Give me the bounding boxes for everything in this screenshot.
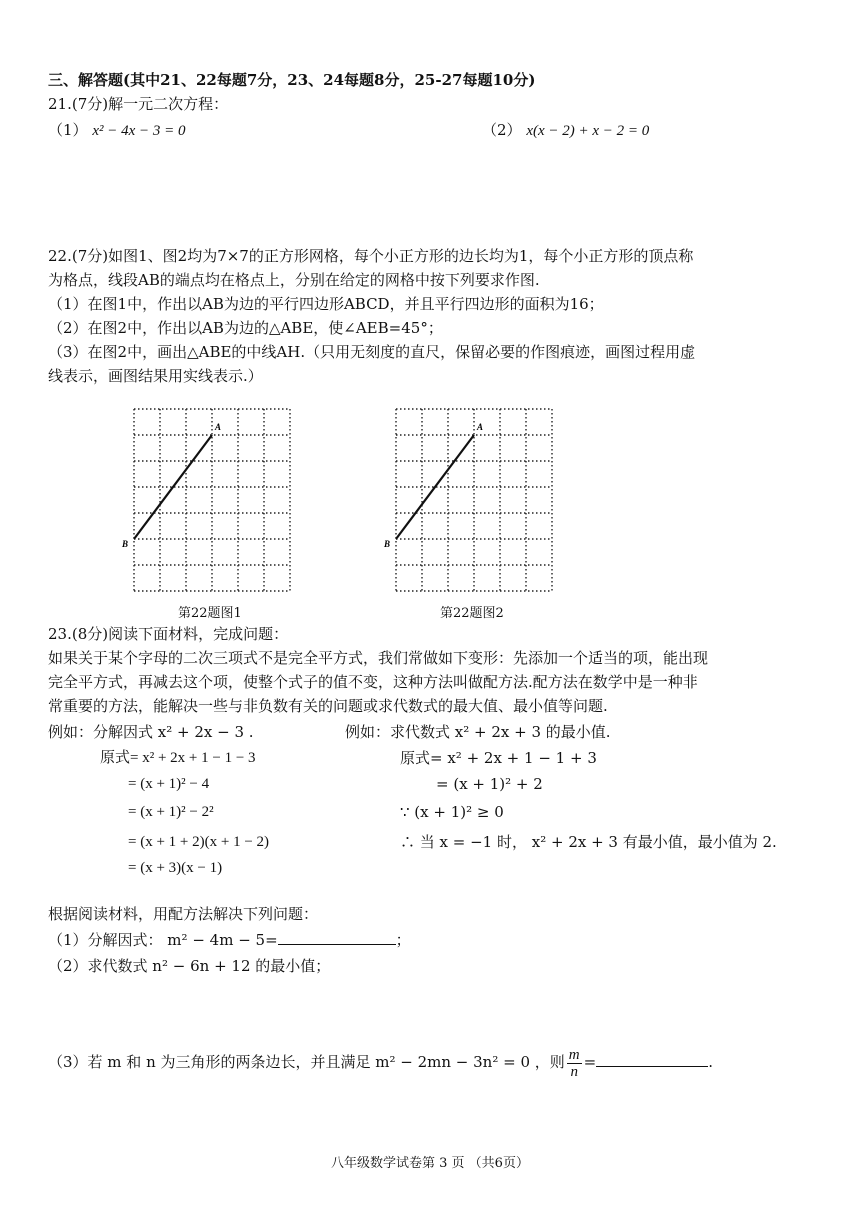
point-a-label: A (215, 422, 222, 432)
q21-part2-label: （2） (482, 121, 522, 139)
segment-ab (396, 435, 474, 539)
q23-paragraph-3: 常重要的方法，能解决一些与非负数有关的问题或求代数式的最大值、最小值等问题. (48, 697, 608, 715)
example-1-step-5: = (x + 3)(x − 1) (128, 860, 223, 876)
q23-heading: 23.(8分)阅读下面材料，完成问题： (48, 625, 289, 643)
example-2-step-2: = (x + 1)² + 2 (436, 775, 543, 793)
example-1-step-4: = (x + 1 + 2)(x + 1 − 2) (128, 834, 270, 850)
q23-paragraph-2: 完全平方式，再减去这个项，使整个式子的值不变，这种方法叫做配方法.配方法在数学中是一种非 (48, 673, 698, 691)
q21-part1-label: （1） (48, 121, 88, 139)
q22-line-4: （2）在图2中，作出以AB为边的△ABE，使∠AEB=45°； (48, 319, 443, 337)
example-1-step-1: 原式= x² + 2x + 1 − 1 − 3 (100, 750, 256, 766)
page-footer: 八年级数学试卷第 3 页 （共6页） (331, 1156, 529, 1171)
example-1-title: 例如：分解因式 x² + 2x − 3 . (48, 723, 254, 741)
q22-line-2: 为格点，线段AB的端点均在格点上，分别在给定的网格中按下列要求作图. (48, 271, 540, 289)
section-title: 三、解答题(其中21、22每题7分，23、24每题8分，25-27每题10分) (48, 71, 536, 89)
q22-line-6: 线表示，画图结果用实线表示.） (48, 367, 263, 385)
q21-heading: 21.(7分)解一元二次方程： (48, 95, 229, 113)
q23-subquestion-3 (48, 1042, 713, 1082)
figure-1-caption: 第22题图1 (178, 606, 242, 621)
subquestion-3-text: （3）若 m 和 n 为三角形的两条边长，并且满足 m² − 2mn − 3n² = 0 ，则 (48, 1053, 565, 1071)
example-1-step-3: = (x + 1)² − 2² (128, 804, 214, 820)
grid-figure-2 (382, 400, 572, 600)
q23-paragraph-1: 如果关于某个字母的二次三项式不是完全平方式，我们常做如下变形：先添加一个适当的项，能出现 (48, 649, 709, 667)
q22-line-5: （3）在图2中，画出△ABE的中线AH.（只用无刻度的直尺，保留必要的作图痕迹，画图过程用虚 (48, 343, 696, 361)
figure-2-caption: 第22题图2 (440, 606, 504, 621)
point-b-label: B (384, 539, 391, 549)
q21-part1-equation: x² − 4x − 3 = 0 (92, 123, 186, 139)
point-a-label: A (477, 422, 484, 432)
subquestion-3-end: . (708, 1053, 713, 1071)
q23-prompt: 根据阅读材料，用配方法解决下列问题： (48, 905, 319, 923)
point-b-label: B (122, 539, 129, 549)
q21-part1 (48, 120, 186, 141)
answer-blank-3[interactable] (596, 1052, 708, 1067)
q21-part2 (482, 120, 649, 141)
q22-line-1: 22.(7分)如图1、图2均为7×7的正方形网格，每个小正方形的边长均为1，每个小正方形的顶点称 (48, 247, 694, 265)
q23-subquestion-2: （2）求代数式 n² − 6n + 12 的最小值； (48, 957, 331, 975)
q22-line-3: （1）在图1中，作出以AB为边的平行四边形ABCD，并且平行四边形的面积为16； (48, 295, 604, 313)
fraction-m-over-n: $\frac{m}{n}$ (568, 1046, 580, 1080)
example-2-step-4: ∴ 当 x = −1 时， x² + 2x + 3 有最小值，最小值为 2. (400, 833, 777, 851)
subquestion-3-equals: = (583, 1053, 597, 1071)
subquestion-1-end: ； (395, 931, 411, 949)
q23-subquestion-1 (48, 930, 411, 950)
example-1-step-2: = (x + 1)² − 4 (128, 776, 210, 792)
example-2-step-1: 原式= x² + 2x + 1 − 1 + 3 (400, 749, 597, 767)
example-2-step-3: ∵ (x + 1)² ≥ 0 (400, 803, 504, 821)
answer-blank-1[interactable] (278, 930, 396, 945)
example-2-title: 例如：求代数式 x² + 2x + 3 的最小值. (345, 723, 611, 741)
grid-figure-1 (120, 400, 310, 600)
segment-ab (134, 435, 212, 539)
subquestion-1-text: （1）分解因式： m² − 4m − 5= (48, 931, 278, 949)
q21-part2-equation: x(x − 2) + x − 2 = 0 (526, 123, 650, 139)
